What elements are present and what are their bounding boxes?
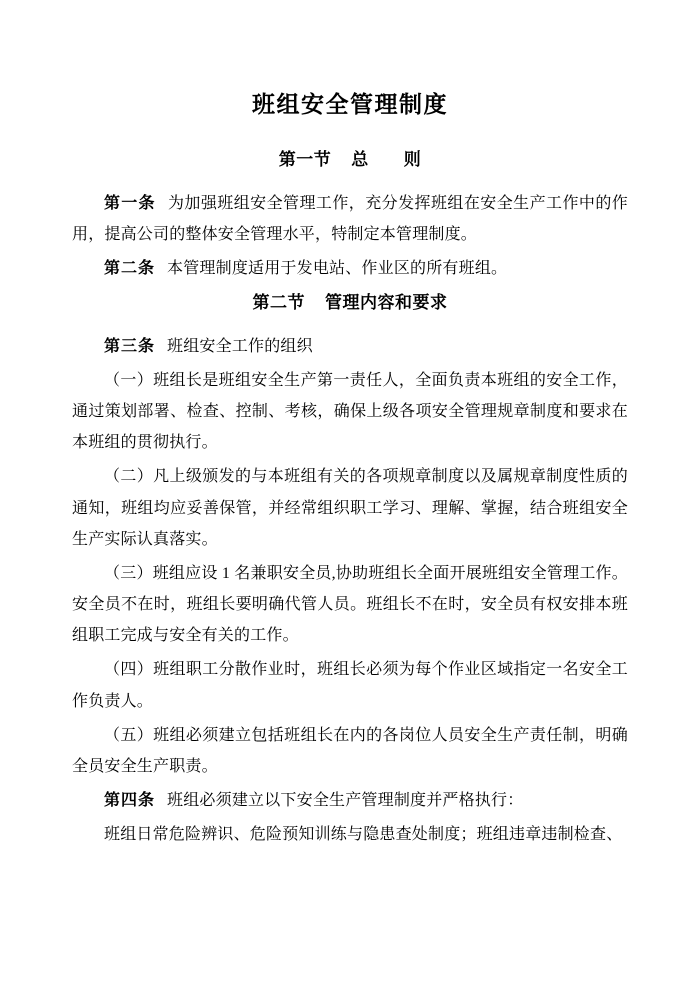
article-3-paragraph [72,331,628,362]
article-4-text: 班组必须建立以下安全生产管理制度并严格执行： [167,792,524,810]
article-2-text: 本管理制度适用于发电站、作业区的所有班组。 [167,260,508,278]
section-1-title: 总 则 [351,150,422,169]
section-2-title: 管理内容和要求 [325,292,448,312]
list-item: （五）班组必须建立包括班组长在内的各岗位人员安全生产责任制，明确全员安全生产职责。 [72,726,628,775]
page-title: 班组安全管理制度 [252,91,448,117]
section-1-prefix: 第一节 [278,150,332,169]
tail-paragraph: 班组日常危险辨识、危险预知训练与隐患查处制度；班组违章违制检查、 [104,826,623,844]
list-item: （三）班组应设 1 名兼职安全员,协助班组长全面开展班组安全管理工作。安全员不在时，班组长要明确代管人员。班组长不在时，安全员有权安排本班组职工完成与安全有关的工作。 [72,564,628,645]
article-3-label: 第三条 [104,337,156,355]
article-2-label: 第二条 [104,260,156,278]
article-1-paragraph [72,188,628,250]
article-1-text: 为加强班组安全管理工作，充分发挥班组在安全生产工作中的作用，提高公司的整体安全管理水平，特制定本管理制度。 [72,195,628,244]
article-3-text: 班组安全工作的组织 [167,337,313,355]
article-2-paragraph [72,253,628,284]
article-4-paragraph [72,785,628,816]
list-item: （一）班组长是班组安全生产第一责任人，全面负责本班组的安全工作，通过策划部署、检查、控制、考核，确保上级各项安全管理规章制度和要求在本班组的贯彻执行。 [72,371,628,452]
article-1-label: 第一条 [104,195,156,212]
list-item: （二）凡上级颁发的与本班组有关的各项规章制度以及属规章制度性质的通知，班组均应妥善保管，并经常组织职工学习、理解、掌握，结合班组安全生产实际认真落实。 [72,468,628,548]
section-2-prefix: 第二节 [252,292,305,312]
list-item: （四）班组职工分散作业时，班组长必须为每个作业区域指定一名安全工作负责人。 [72,661,628,710]
section-heading-1 [72,145,628,170]
section-heading-2 [72,288,628,313]
article-4-label: 第四条 [104,792,156,810]
